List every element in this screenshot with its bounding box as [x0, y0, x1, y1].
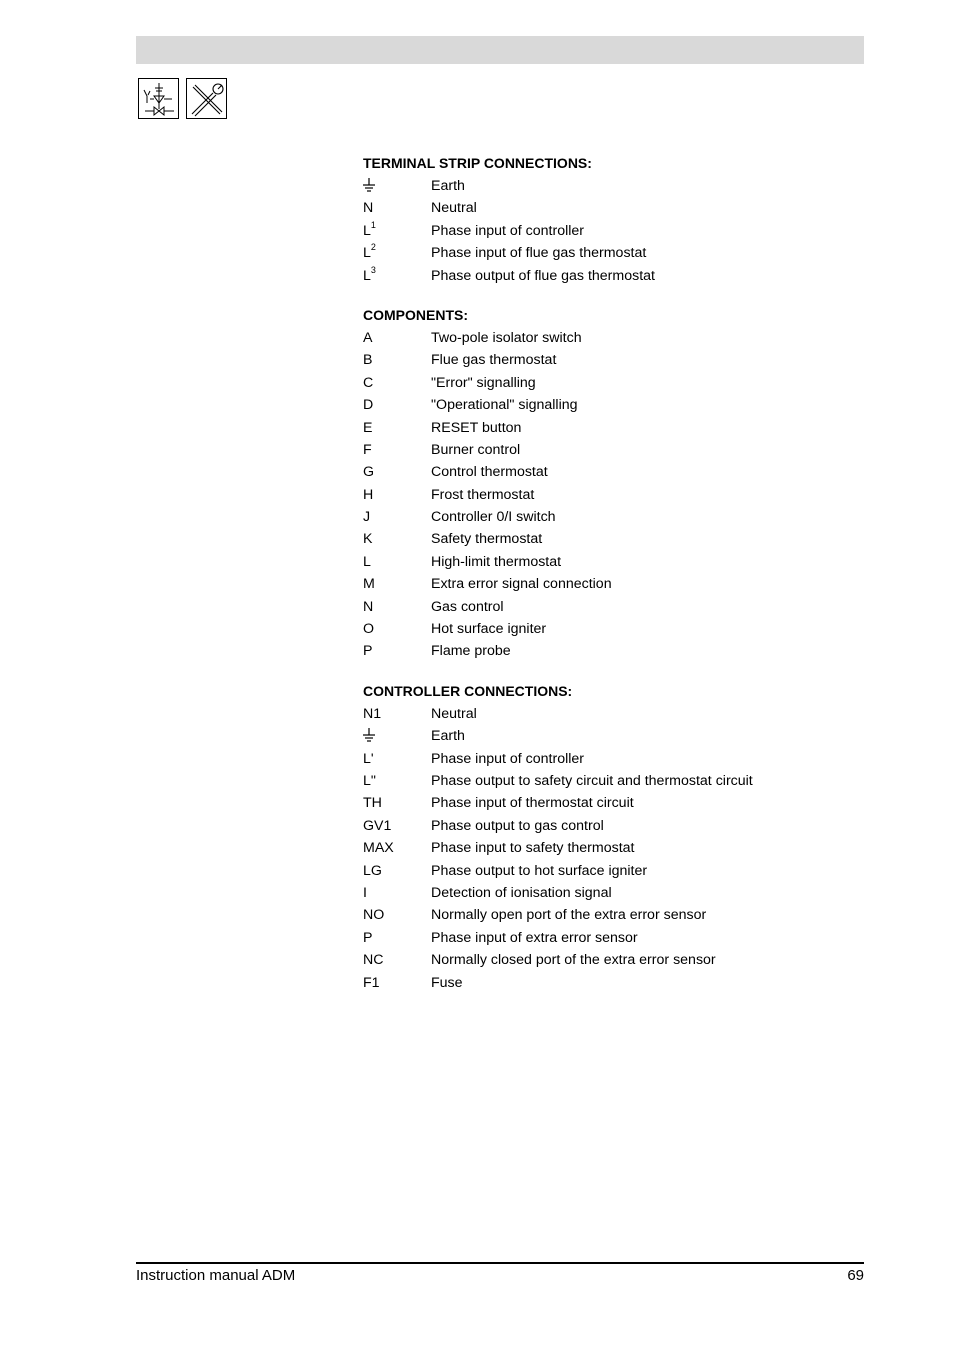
legend-row [363, 197, 863, 219]
legend-description: Burner control [431, 441, 521, 458]
legend-description: Phase input of flue gas thermostat [431, 245, 647, 262]
legend-description: Detection of ionisation signal [431, 884, 612, 901]
legend-description: Phase input of extra error sensor [431, 929, 638, 946]
legend-code-text: L [363, 245, 371, 262]
legend-code [363, 573, 375, 595]
legend-code-text: F [363, 441, 372, 458]
legend-code-text: K [363, 531, 373, 548]
page-number: 69 [847, 1267, 864, 1284]
legend-code [363, 972, 380, 994]
legend-row [363, 242, 863, 264]
legend-description: Phase input of thermostat circuit [431, 795, 634, 812]
legend-code-text: M [363, 576, 375, 593]
legend-row [363, 860, 863, 882]
controller-connections-list [363, 703, 863, 994]
legend-description: Neutral [431, 200, 477, 217]
earth-icon [363, 728, 375, 742]
legend-code-text: F1 [363, 974, 380, 991]
legend-row [363, 506, 863, 528]
legend-description: "Operational" signalling [431, 397, 578, 414]
legend-description: Gas control [431, 598, 504, 615]
legend-code-text: B [363, 352, 373, 369]
legend-row [363, 927, 863, 949]
legend-code-text: I [363, 884, 367, 901]
legend-row [363, 882, 863, 904]
legend-code-superscript: 3 [370, 264, 376, 275]
legend-code [363, 242, 376, 264]
legend-row [363, 417, 863, 439]
gas-installer-icon [138, 78, 179, 119]
components-list [363, 327, 863, 663]
legend-description: Control thermostat [431, 464, 548, 481]
legend-code-text: L [363, 553, 371, 570]
legend-row [363, 815, 863, 837]
legend-code [363, 860, 382, 882]
legend-row [363, 640, 863, 662]
legend-code [363, 551, 371, 573]
legend-code-text: L [363, 267, 371, 284]
legend-code [363, 770, 376, 792]
legend-row [363, 551, 863, 573]
legend-row [363, 770, 863, 792]
legend-description: Phase output of flue gas thermostat [431, 267, 655, 284]
legend-code [363, 703, 381, 725]
legend-description: Phase output to hot surface igniter [431, 862, 648, 879]
legend-row [363, 528, 863, 550]
legend-description: Fuse [431, 974, 463, 991]
legend-description: Earth [431, 178, 465, 194]
legend-row [363, 265, 863, 287]
legend-description: Extra error signal connection [431, 576, 612, 593]
legend-code [363, 439, 372, 461]
legend-description: Phase input of controller [431, 750, 585, 767]
legend-description: "Error" signalling [431, 374, 536, 391]
legend-row [363, 573, 863, 595]
components-title: COMPONENTS: [363, 306, 468, 323]
legend-code-text: P [363, 643, 373, 660]
controller-connections-title: CONTROLLER CONNECTIONS: [363, 682, 573, 699]
legend-row [363, 220, 863, 242]
legend-code [363, 949, 384, 971]
legend-row [363, 725, 863, 747]
legend-code-text: TH [363, 795, 382, 812]
legend-code-superscript: 2 [370, 242, 376, 253]
legend-description: Hot surface igniter [431, 621, 547, 638]
legend-code-text: L [363, 222, 371, 239]
legend-description: Safety thermostat [431, 531, 543, 548]
legend-content [363, 153, 863, 994]
legend-description: Flue gas thermostat [431, 352, 557, 369]
legend-code-text: D [363, 397, 374, 414]
legend-code-text: H [363, 486, 374, 503]
legend-code-text: GV1 [363, 817, 392, 834]
legend-row [363, 461, 863, 483]
legend-description: Normally open port of the extra error sensor [431, 907, 707, 924]
legend-code [363, 394, 373, 416]
terminal-strip-title: TERMINAL STRIP CONNECTIONS: [363, 155, 592, 171]
legend-row [363, 596, 863, 618]
legend-code [363, 882, 367, 904]
legend-description: Flame probe [431, 643, 511, 660]
legend-code-text: J [363, 509, 371, 526]
legend-code [363, 904, 384, 926]
legend-code [363, 596, 373, 618]
legend-row [363, 372, 863, 394]
legend-code [363, 815, 391, 837]
legend-row [363, 837, 863, 859]
header-bar [136, 36, 864, 64]
legend-code [363, 528, 372, 550]
legend-code-text: C [363, 374, 374, 391]
legend-code-text: N1 [363, 705, 382, 722]
legend-code-text: L" [363, 772, 376, 789]
legend-code [363, 837, 394, 859]
legend-code-text: G [363, 464, 375, 481]
legend-code [363, 220, 376, 242]
legend-code [363, 372, 373, 394]
legend-code [363, 506, 370, 528]
legend-row [363, 394, 863, 416]
legend-code [363, 265, 376, 287]
legend-description: RESET button [431, 419, 522, 436]
legend-code-text: E [363, 419, 373, 436]
legend-code [363, 792, 382, 814]
legend-code-text: NC [363, 952, 384, 969]
legend-code-text: A [363, 329, 373, 346]
legend-code [363, 461, 374, 483]
legend-code [363, 618, 374, 640]
legend-description: Normally closed port of the extra error sensor [431, 952, 716, 969]
legend-row [363, 618, 863, 640]
legend-description: Frost thermostat [431, 486, 535, 503]
legend-description: Earth [431, 728, 465, 745]
legend-code-superscript: 1 [370, 219, 376, 230]
legend-description: Phase output to safety circuit and thermostat circuit [431, 772, 753, 789]
terminal-strip-list [363, 175, 863, 287]
legend-code [363, 327, 372, 349]
legend-code-text: N [363, 200, 374, 217]
earth-icon [363, 178, 375, 192]
legend-code [363, 349, 372, 371]
legend-row [363, 439, 863, 461]
legend-description: Phase output to gas control [431, 817, 604, 834]
footer-rule [136, 1262, 864, 1264]
legend-code [363, 417, 372, 439]
legend-code-text: NO [363, 907, 385, 924]
legend-row [363, 949, 863, 971]
legend-code [363, 927, 372, 949]
legend-code [363, 484, 373, 506]
legend-code-text: N [363, 598, 374, 615]
legend-description: Neutral [431, 705, 477, 722]
legend-description: Two-pole isolator switch [431, 329, 582, 346]
tools-icon [186, 78, 227, 119]
legend-row [363, 484, 863, 506]
legend-row [363, 748, 863, 770]
legend-row [363, 703, 863, 725]
legend-row [363, 972, 863, 994]
legend-row [363, 904, 863, 926]
legend-code [363, 175, 375, 197]
legend-description: Phase input to safety thermostat [431, 840, 635, 857]
footer-manual-title: Instruction manual ADM [136, 1267, 296, 1284]
legend-code-text: LG [363, 862, 382, 879]
legend-code [363, 725, 375, 747]
legend-description: Controller 0/I switch [431, 509, 556, 526]
legend-row [363, 792, 863, 814]
legend-code-text: L' [363, 750, 374, 767]
legend-row [363, 175, 863, 197]
legend-description: Phase input of controller [431, 222, 585, 239]
legend-code-text: O [363, 621, 375, 638]
legend-code-text: P [363, 929, 373, 946]
legend-row [363, 327, 863, 349]
legend-code-text: MAX [363, 840, 394, 857]
legend-description: High-limit thermostat [431, 553, 562, 570]
legend-code [363, 748, 374, 770]
legend-code [363, 197, 373, 219]
legend-row [363, 349, 863, 371]
legend-code [363, 640, 372, 662]
